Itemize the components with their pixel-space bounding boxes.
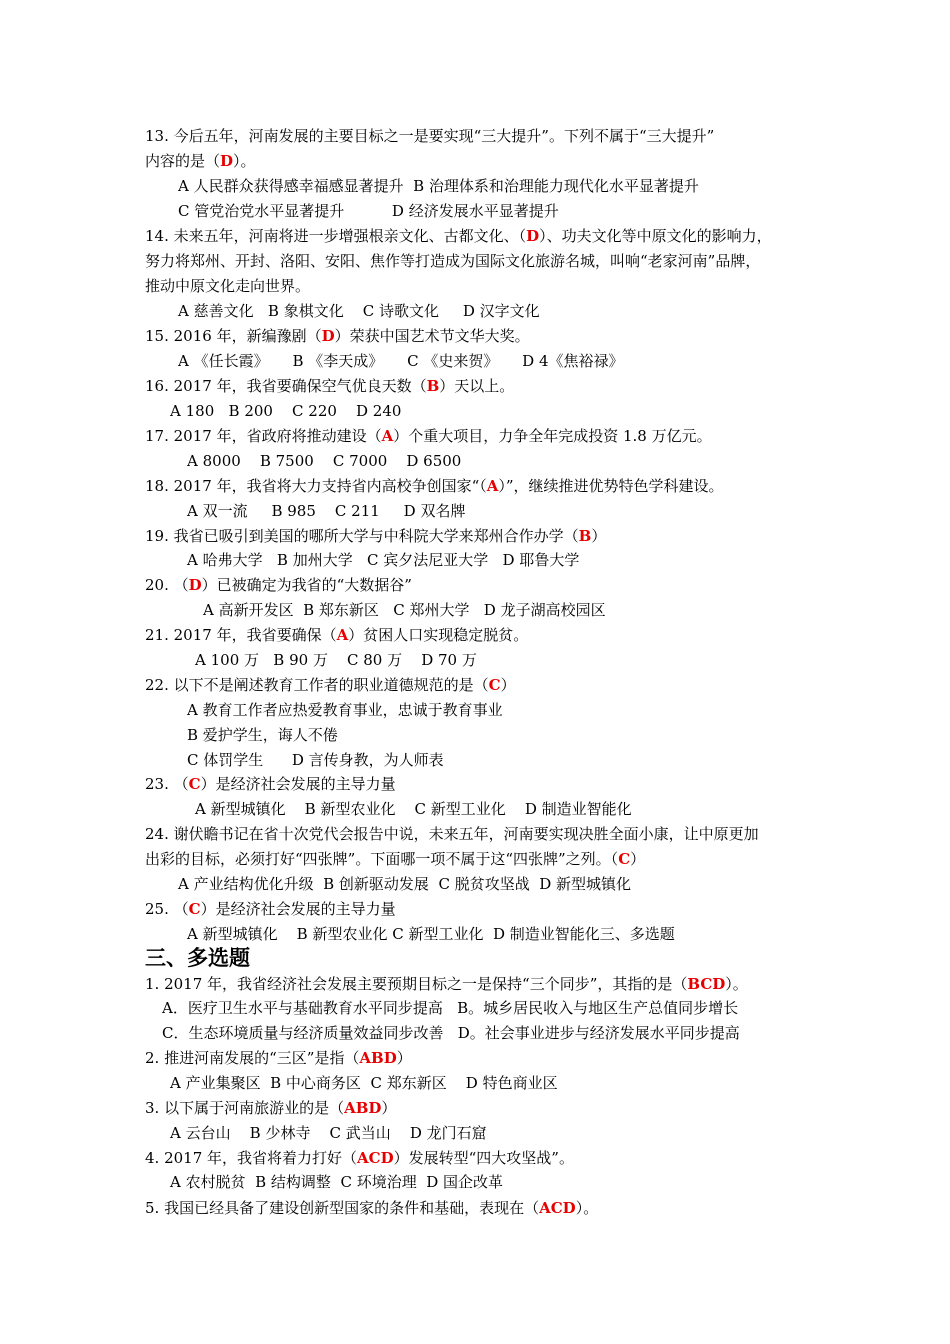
question-stem: 25. （: [145, 900, 189, 918]
answer-key: D: [220, 152, 234, 170]
answer-options: A 哈弗大学 B 加州大学 C 宾夕法尼亚大学 D 耶鲁大学: [187, 551, 580, 569]
question-stem: 18. 2017 年，我省将大力支持省内高校争创国家“（: [145, 477, 487, 495]
answer-key: ABD: [359, 1049, 397, 1067]
answer-options: C．生态环境质量与经济质量效益同步改善 D。社会事业进步与经济发展水平同步提高: [162, 1024, 740, 1042]
question-stem: 20. （: [145, 576, 189, 594]
question-text-line: [145, 849, 645, 869]
answer-key: D: [526, 227, 540, 245]
answer-key: B: [578, 527, 592, 545]
answer-options: A 产业结构优化升级 B 创新驱动发展 C 脱贫攻坚战 D 新型城镇化: [178, 875, 632, 893]
section-heading-multi-choice: 三、多选题: [145, 945, 250, 970]
question-stem: 出彩的目标，必须打好“四张牌”。下面哪一项不属于这“四张牌”之列。（: [145, 850, 619, 868]
question-text-line: [145, 899, 396, 919]
question-stem: 3. 以下属于河南旅游业的是（: [145, 1099, 345, 1117]
answer-key: C: [618, 850, 631, 868]
answer-options: A 教育工作者应热爱教育事业，忠诚于教育事业: [187, 701, 503, 719]
answer-options: A 180 B 200 C 220 D 240: [170, 402, 402, 420]
question-stem: 16. 2017 年，我省要确保空气优良天数（: [145, 377, 427, 395]
question-stem-end: ）”，继续推进优势特色学科建设。: [498, 477, 724, 495]
answer-key: A: [336, 626, 349, 644]
question-text-line: 24. 谢伏瞻书记在省十次党代会报告中说，未来五年，河南要实现决胜全面小康，让中原更加: [145, 825, 759, 843]
question-text-line: [145, 476, 724, 496]
question-stem: 内容的是（: [145, 152, 221, 170]
answer-options: A 100 万 B 90 万 C 80 万 D 70 万: [195, 651, 477, 669]
answer-key: A: [381, 427, 394, 445]
question-text-line: [145, 575, 412, 595]
question-text-line: [145, 675, 516, 695]
question-stem: 17. 2017 年，省政府将推动建设（: [145, 427, 382, 445]
answer-options: A 双一流 B 985 C 211 D 双名牌: [187, 502, 466, 520]
question-stem-end: ）。: [233, 152, 256, 170]
answer-options: A 人民群众获得感幸福感显著提升 B 治理体系和治理能力现代化水平显著提升: [178, 177, 699, 195]
question-stem: 22. 以下不是阐述教育工作者的职业道德规范的是（: [145, 676, 489, 694]
question-text-line: 13. 今后五年，河南发展的主要目标之一是要实现“三大提升”。下列不属于“三大提升”: [145, 127, 715, 145]
question-stem-end: ）: [500, 676, 516, 694]
question-stem: 14. 未来五年，河南将进一步增强根亲文化、古都文化、（: [145, 227, 527, 245]
answer-key: D: [188, 576, 202, 594]
question-text-line: 努力将郑州、开封、洛阳、安阳、焦作等打造成为国际文化旅游名城，叫响“老家河南”品牌，: [145, 252, 761, 270]
question-text-line: [145, 376, 514, 396]
question-text-line: [145, 1198, 598, 1218]
answer-options: A 《任长霞》 B 《李天成》 C 《史来贺》 D 4《焦裕禄》: [178, 352, 624, 370]
question-stem-end: ）: [591, 527, 607, 545]
answer-key: C: [188, 775, 201, 793]
question-stem: 5. 我国已经具备了建设创新型国家的条件和基础，表现在（: [145, 1199, 540, 1217]
question-text-line: [145, 151, 256, 171]
answer-key: ACD: [539, 1199, 576, 1217]
answer-options: A 高新开发区 B 郑东新区 C 郑州大学 D 龙子湖高校园区: [203, 601, 606, 619]
question-text-line: [145, 974, 748, 994]
question-stem-end: ）: [630, 850, 646, 868]
answer-options: A 慈善文化 B 象棋文化 C 诗歌文化 D 汉字文化: [178, 302, 540, 320]
question-text-line: [145, 1048, 412, 1068]
question-text-line: 推动中原文化走向世界。: [145, 277, 311, 295]
answer-options: A 新型城镇化 B 新型农业化 C 新型工业化 D 制造业智能化三、多选题: [187, 925, 675, 943]
question-stem-end: ）是经济社会发展的主导力量: [200, 900, 396, 918]
question-stem-end: ）。: [725, 975, 748, 993]
answer-options: A 产业集聚区 B 中心商务区 C 郑东新区 D 特色商业区: [170, 1074, 558, 1092]
question-text-line: [145, 526, 606, 546]
answer-key: ABD: [344, 1099, 382, 1117]
answer-options: C 管党治党水平显著提升 D 经济发展水平显著提升: [178, 202, 559, 220]
question-stem: 2. 推进河南发展的“三区”是指（: [145, 1049, 360, 1067]
question-text-line: [145, 1148, 574, 1168]
question-stem-end: ）。: [575, 1199, 599, 1217]
question-text-line: [145, 326, 530, 346]
question-stem-end: ）: [396, 1049, 412, 1067]
answer-key: BCD: [687, 975, 726, 993]
question-stem: 19. 我省已吸引到美国的哪所大学与中科院大学来郑州合作办学（: [145, 527, 579, 545]
question-stem-end: ）天以上。: [439, 377, 515, 395]
question-stem-end: ）荣获中国艺术节文华大奖。: [334, 327, 530, 345]
answer-options: A．医疗卫生水平与基础教育水平同步提高 B。城乡居民收入与地区生产总值同步增长: [162, 999, 739, 1017]
question-stem-end: ）发展转型“四大攻坚战”。: [393, 1149, 574, 1167]
question-text-line: [145, 774, 396, 794]
question-stem: 15. 2016 年，新编豫剧（: [145, 327, 322, 345]
answer-key: C: [188, 900, 201, 918]
question-stem: 23. （: [145, 775, 189, 793]
answer-key: ACD: [357, 1149, 394, 1167]
answer-options: C 体罚学生 D 言传身教，为人师表: [187, 751, 444, 769]
question-text-line: [145, 226, 772, 246]
question-stem-end: ）、功夫文化等中原文化的影响力，: [539, 227, 772, 245]
question-stem-end: ）个重大项目，力争全年完成投资 1.8 万亿元。: [393, 427, 712, 445]
question-stem-end: ）贫困人口实现稳定脱贫。: [348, 626, 529, 644]
answer-options: A 农村脱贫 B 结构调整 C 环境治理 D 国企改革: [170, 1173, 504, 1191]
answer-key: B: [426, 377, 440, 395]
answer-options: A 新型城镇化 B 新型农业化 C 新型工业化 D 制造业智能化: [195, 800, 632, 818]
question-text-line: [145, 1098, 396, 1118]
question-text-line: [145, 625, 528, 645]
question-stem-end: ）是经济社会发展的主导力量: [200, 775, 396, 793]
question-stem: 21. 2017 年，我省要确保（: [145, 626, 337, 644]
question-stem-end: ）: [381, 1099, 397, 1117]
question-stem-end: ）已被确定为我省的“大数据谷”: [201, 576, 412, 594]
answer-options: B 爱护学生，诲人不倦: [187, 726, 338, 744]
question-stem: 1. 2017 年，我省经济社会发展主要预期目标之一是保持“三个同步”，其指的是（: [145, 975, 688, 993]
question-stem: 4. 2017 年，我省将着力打好（: [145, 1149, 358, 1167]
answer-options: A 云台山 B 少林寺 C 武当山 D 龙门石窟: [170, 1124, 487, 1142]
answer-key: D: [321, 327, 335, 345]
answer-options: A 8000 B 7500 C 7000 D 6500: [187, 452, 462, 470]
question-text-line: [145, 426, 712, 446]
answer-key: A: [486, 477, 499, 495]
answer-key: C: [488, 676, 501, 694]
